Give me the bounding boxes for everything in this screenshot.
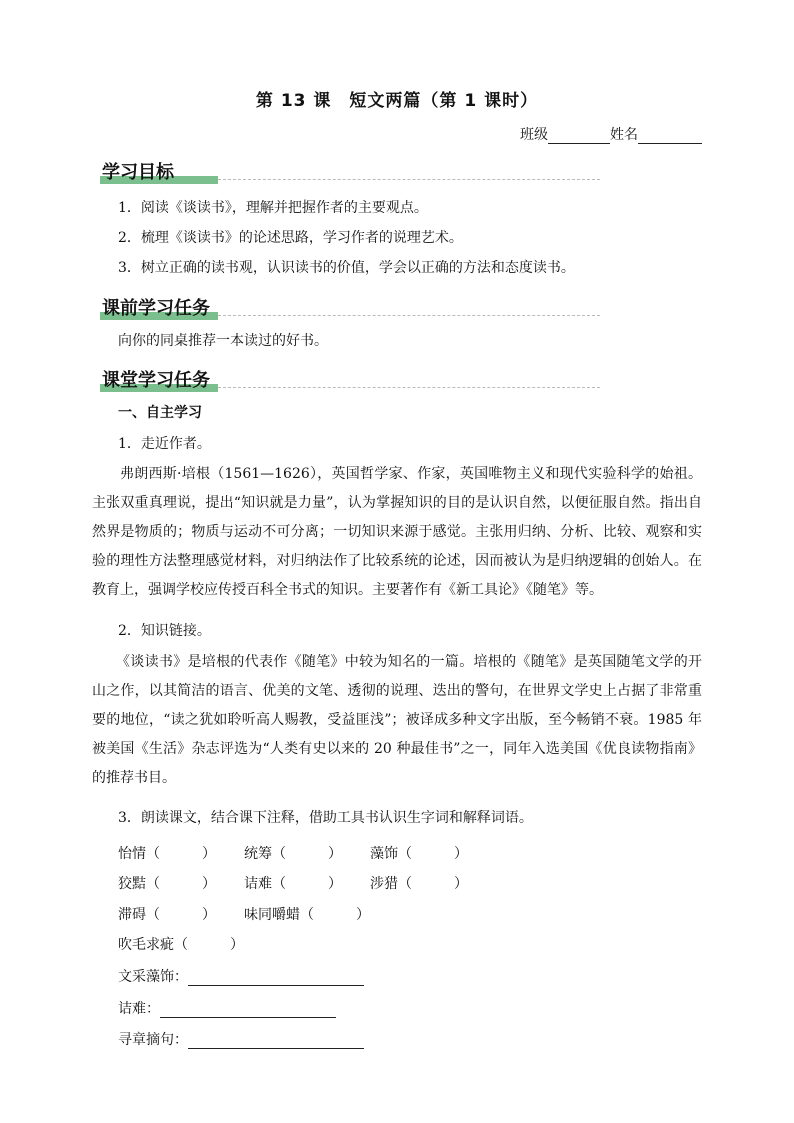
class-label: 班级 bbox=[520, 127, 548, 143]
vocab-item: 怡情（ ） bbox=[118, 846, 216, 862]
explain-line-jienan bbox=[118, 998, 336, 1018]
item-approach-author: 1．走近作者。 bbox=[118, 436, 211, 452]
class-blank bbox=[548, 128, 610, 144]
explain-line-xunzhang bbox=[118, 1029, 364, 1049]
class-name-line bbox=[520, 124, 702, 144]
vocab-item: 狡黠（ ） bbox=[118, 876, 216, 892]
pre-task-text: 向你的同桌推荐一本读过的好书。 bbox=[118, 333, 328, 349]
explain-label: 文采藻饰： bbox=[118, 969, 188, 985]
item-read-aloud: 3．朗读课文，结合课下注释，借助工具书认识生字词和解释词语。 bbox=[118, 810, 533, 826]
vocab-item: 涉猎（ ） bbox=[370, 876, 468, 892]
knowledge-link-paragraph: 《谈读书》是培根的代表作《随笔》中较为知名的一篇。培根的《随笔》是英国随笔文学的开山之作，以其简洁的语言、优美的文笔、透彻的说理、迭出的警句，在世界文学史上占据了非常重要的地位，“读之犹如聆听高人赐教，受益匪浅”；被译成多种文字出版，至今畅销不衰。1985 年被美国《生活》杂志评选为“人类有史以来的 20 种最佳书”之一，同年入选美国《优良读物指南》的推荐书目。 bbox=[92, 654, 702, 786]
explain-label: 寻章摘句： bbox=[118, 1032, 188, 1048]
goal-item-2: 2．梳理《谈读书》的论述思路，学习作者的说理艺术。 bbox=[118, 230, 463, 246]
goal-item-1: 1．阅读《谈读书》，理解并把握作者的主要观点。 bbox=[118, 200, 428, 216]
name-blank bbox=[638, 128, 702, 144]
heading-divider bbox=[218, 387, 600, 388]
heading-label: 课堂学习任务 bbox=[102, 370, 210, 391]
goal-item-3: 3．树立正确的读书观，认识读书的价值，学会以正确的方法和态度读书。 bbox=[118, 260, 575, 276]
section-heading-goals bbox=[100, 158, 600, 186]
vocab-item: 味同嚼蜡（ ） bbox=[244, 907, 370, 923]
section-heading-pre bbox=[100, 294, 600, 322]
subheading-self-study: 一、自主学习 bbox=[118, 405, 202, 421]
section-heading-class bbox=[100, 366, 600, 394]
vocab-item: 诘难（ ） bbox=[244, 876, 342, 892]
item-knowledge-link: 2．知识链接。 bbox=[118, 623, 211, 639]
answer-blank[interactable] bbox=[188, 969, 364, 986]
heading-divider bbox=[218, 179, 600, 180]
page-title: 第 13 课 短文两篇（第 1 课时） bbox=[255, 91, 539, 111]
explain-label: 诘难： bbox=[118, 1001, 160, 1017]
heading-label: 学习目标 bbox=[102, 162, 174, 183]
explain-line-wencai bbox=[118, 966, 364, 986]
name-label: 姓名 bbox=[610, 127, 638, 143]
vocab-item: 藻饰（ ） bbox=[370, 846, 468, 862]
answer-blank[interactable] bbox=[188, 1032, 364, 1049]
vocab-item: 滞碍（ ） bbox=[118, 907, 216, 923]
heading-label: 课前学习任务 bbox=[102, 298, 210, 319]
answer-blank[interactable] bbox=[160, 1001, 336, 1018]
vocab-item: 统筹（ ） bbox=[244, 846, 342, 862]
heading-divider bbox=[218, 315, 600, 316]
vocab-item: 吹毛求疵（ ） bbox=[118, 937, 244, 953]
author-bio-paragraph: 弗朗西斯·培根（1561—1626），英国哲学家、作家，英国唯物主义和现代实验科学的始祖。主张双重真理说，提出“知识就是力量”，认为掌握知识的目的是认识自然，以便征服自然。指出自然界是物质的；物质与运动不可分离；一切知识来源于感觉。主张用归纳、分析、比较、观察和实验的理性方法整理感觉材料，对归纳法作了比较系统的论述，因而被认为是归纳逻辑的创始人。在教育上，强调学校应传授百科全书式的知识。主要著作有《新工具论》《随笔》等。 bbox=[92, 466, 702, 598]
